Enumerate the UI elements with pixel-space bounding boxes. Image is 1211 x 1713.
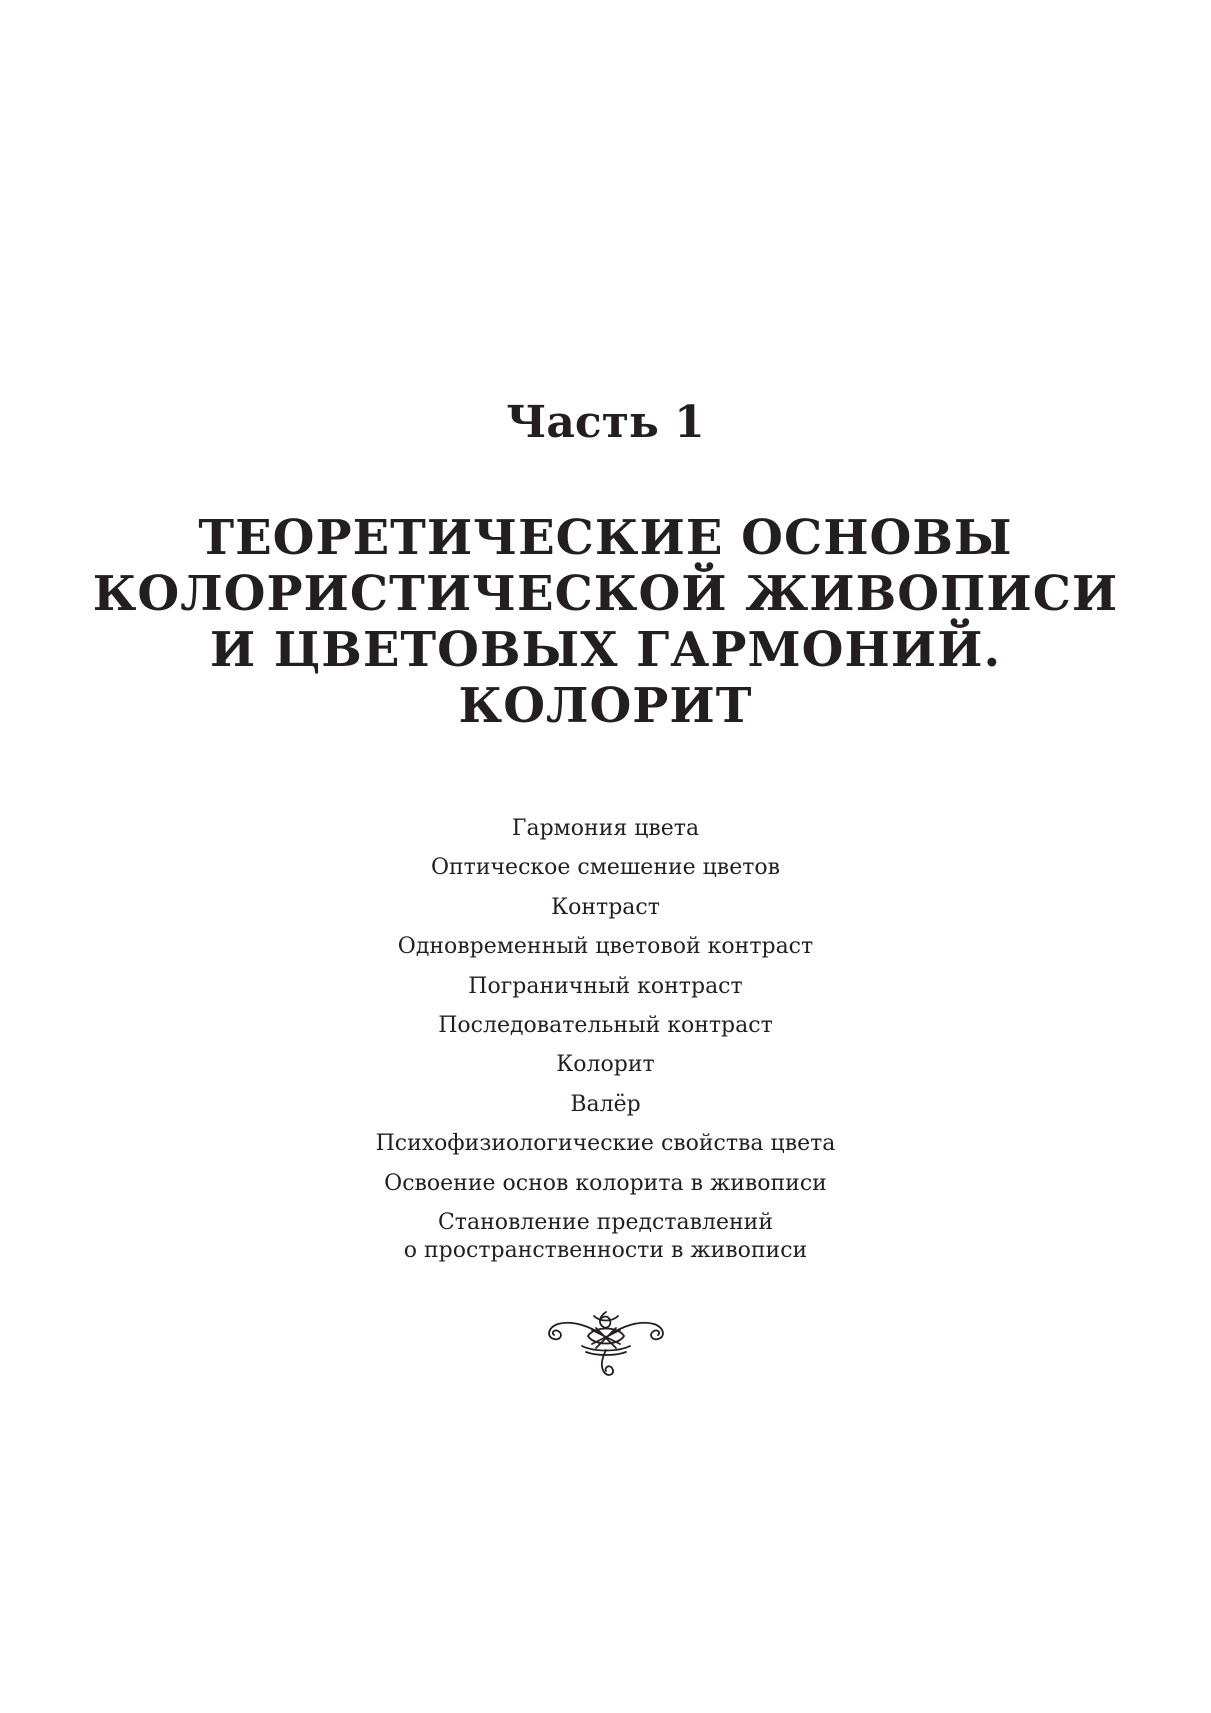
chapter-title-line: КОЛОРИТ: [458, 678, 753, 734]
topic-line: Освоение основ колорита в живописи: [384, 1170, 827, 1196]
topic-item: [150, 894, 1061, 922]
topic-line: Психофизиологические свойства цвета: [375, 1131, 836, 1157]
topic-line: Колорит: [556, 1052, 655, 1078]
topic-line: Валёр: [570, 1091, 641, 1117]
topic-line: Гармония цвета: [511, 816, 700, 841]
topics-list: [150, 815, 1061, 1276]
topic-item: [150, 1170, 1061, 1198]
topic-line: о пространственности в живописи: [403, 1237, 808, 1263]
flourish-ornament-icon: [542, 1306, 670, 1382]
topic-item: [150, 1130, 1061, 1158]
topic-item: [150, 815, 1061, 843]
chapter-title-line: ТЕОРЕТИЧЕСКИЕ ОСНОВЫ: [198, 510, 1013, 566]
topic-item: [150, 933, 1061, 961]
topic-line: Одновременный цветовой контраст: [397, 934, 814, 960]
topic-line: Становление представлений: [437, 1209, 774, 1235]
topic-item: [150, 1091, 1061, 1119]
topic-item: [150, 1012, 1061, 1040]
topic-line: Контраст: [551, 894, 660, 920]
topic-line: Последовательный контраст: [438, 1012, 773, 1038]
chapter-title-line: КОЛОРИСТИЧЕСКОЙ ЖИВОПИСИ: [92, 566, 1119, 622]
topic-line: Пограничный контраст: [468, 973, 743, 999]
chapter-title-line: И ЦВЕТОВЫХ ГАРМОНИЙ.: [209, 622, 1002, 678]
topic-line: Оптическое смешение цветов: [430, 855, 781, 881]
topic-item: [150, 1051, 1061, 1079]
chapter-title: [80, 510, 1131, 734]
topic-item: [150, 1209, 1061, 1265]
topic-item: [150, 854, 1061, 882]
topic-item: [150, 973, 1061, 1001]
part-label: Часть 1: [506, 397, 705, 448]
